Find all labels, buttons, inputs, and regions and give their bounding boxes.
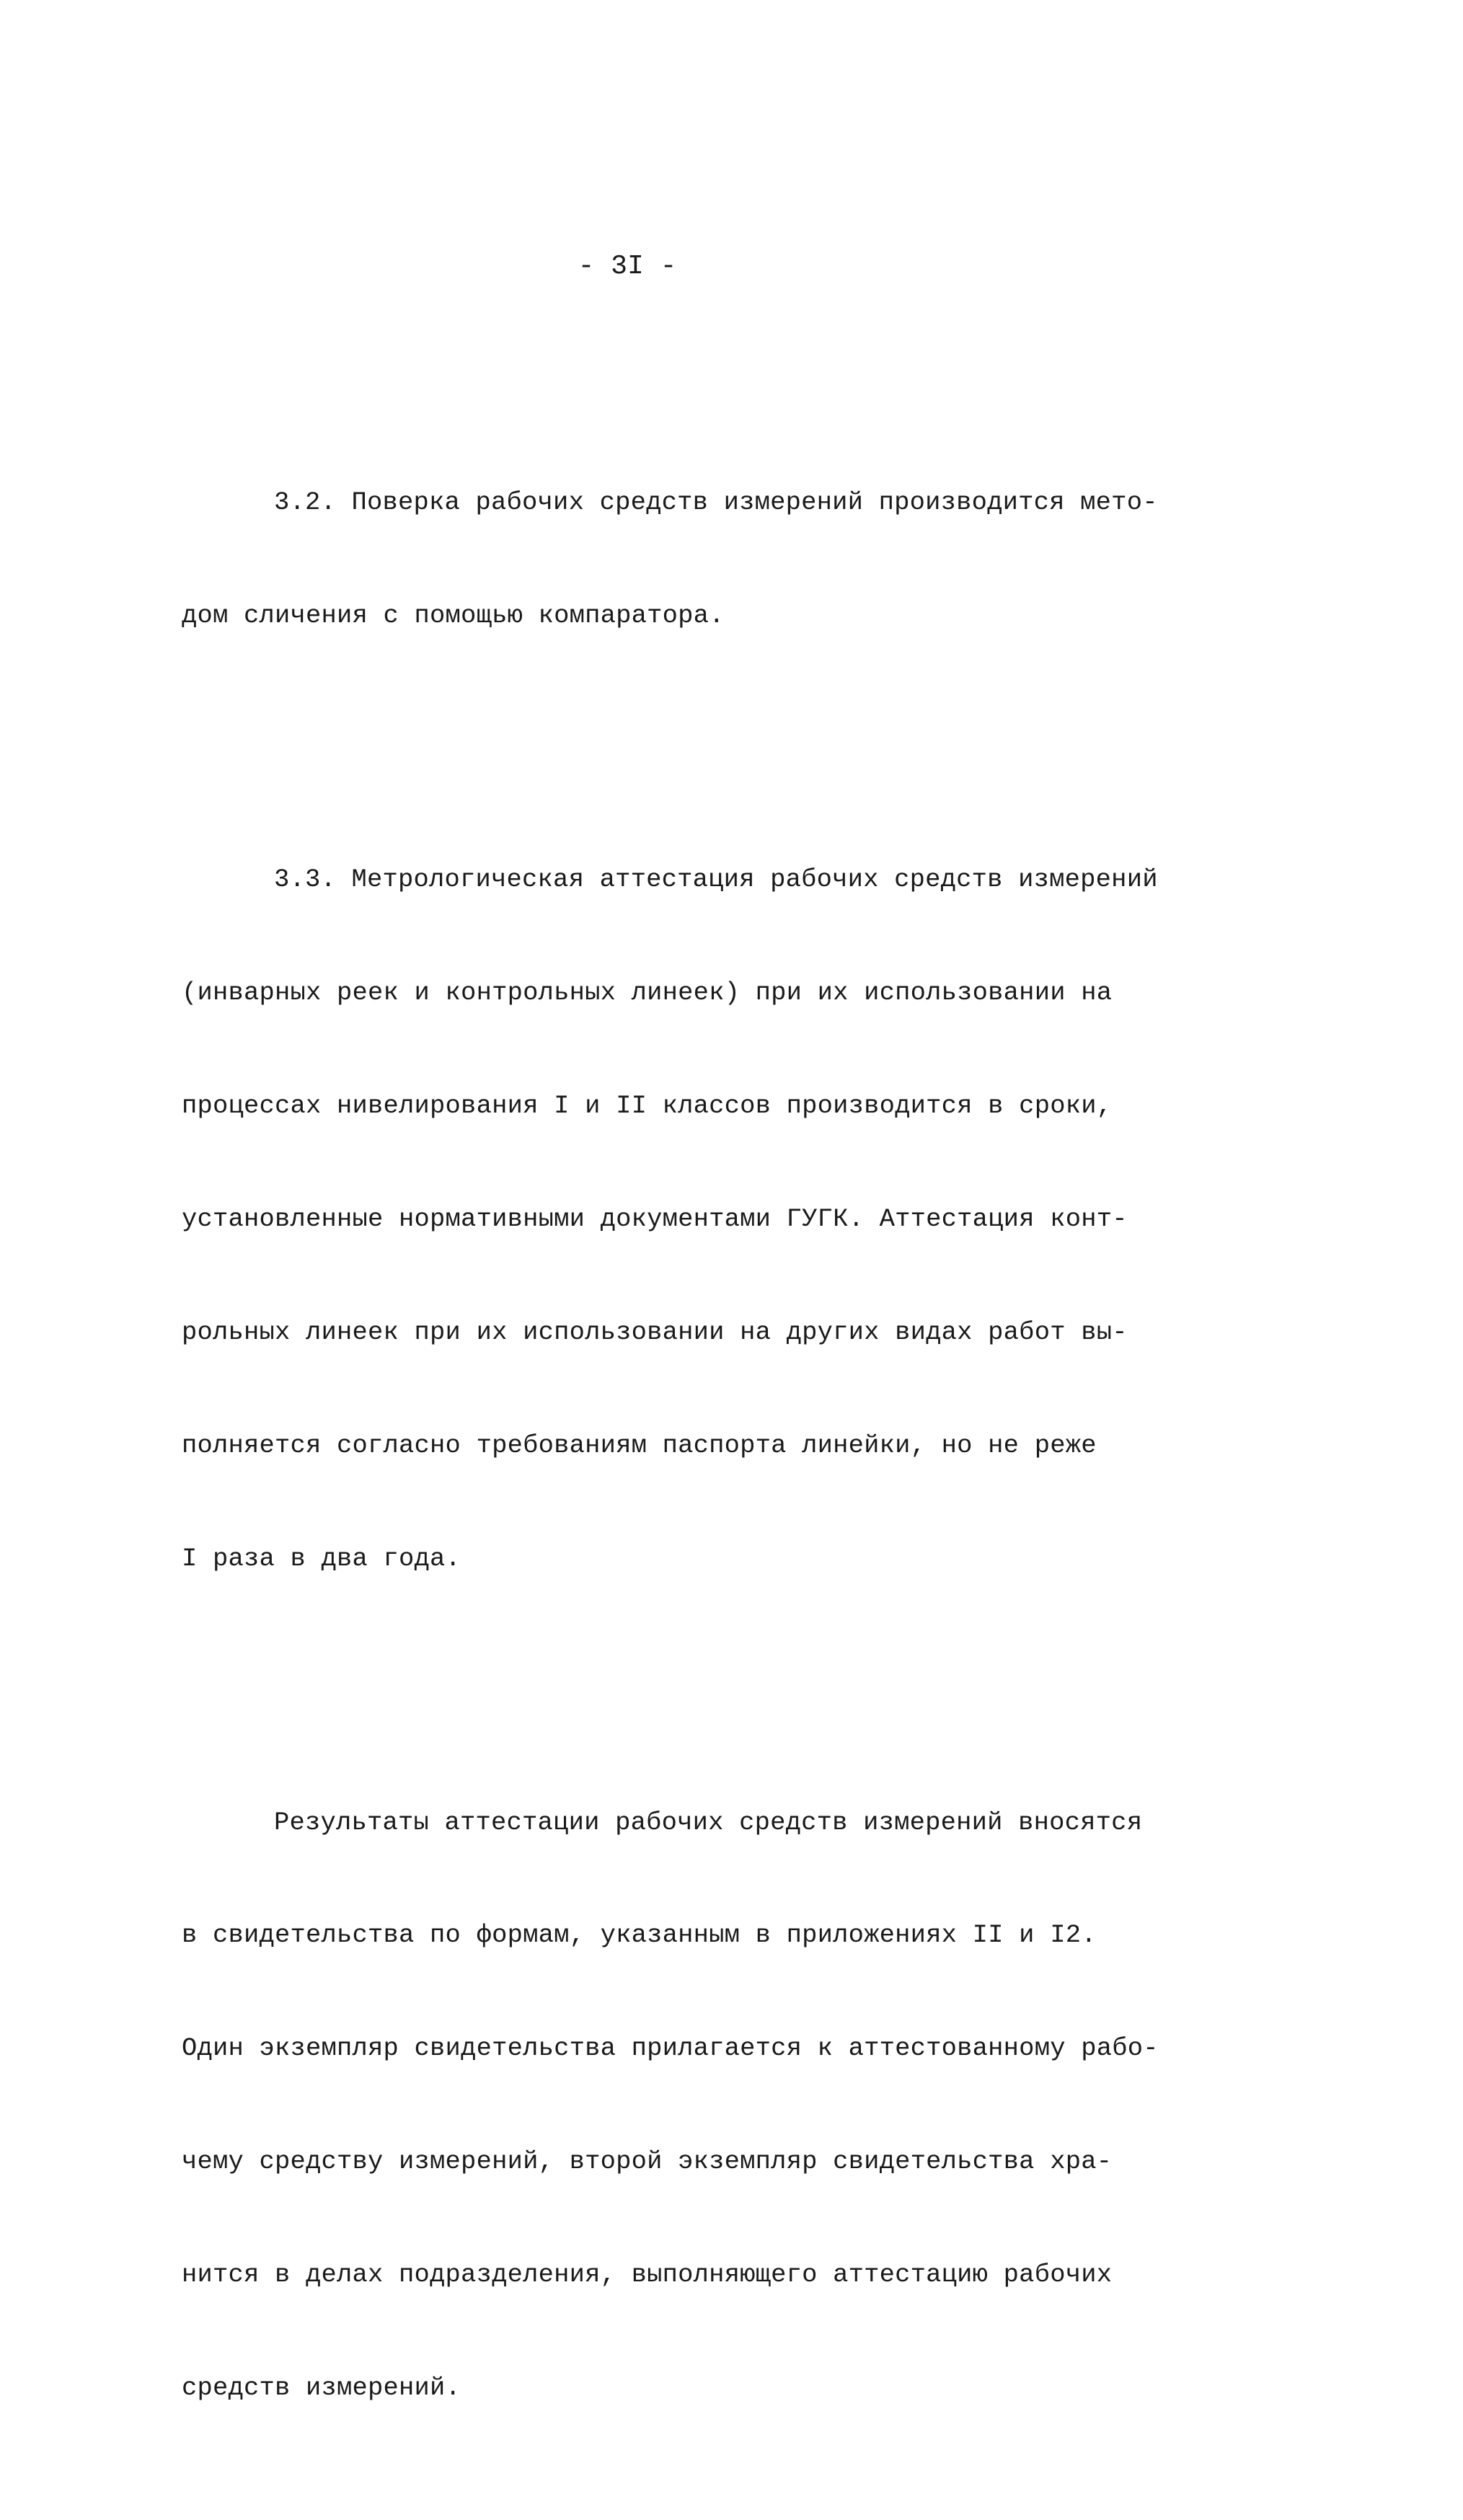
text-line: чему средству измерений, второй экземпляр свидетельства хра- (182, 2147, 1113, 2177)
text-line: установленные нормативными документами ГУГК. Аттестация конт- (182, 1203, 1128, 1234)
text-line: нится в делах подразделения, выполняющего аттестацию рабочих (182, 2260, 1113, 2290)
text-line: Результаты аттестации рабочих средств измерений вносятся (274, 1807, 1143, 1837)
text-line: I раза в два года. (182, 1543, 461, 1573)
text-line: (инварных реек и контрольных линеек) при их использовании на (182, 978, 1113, 1008)
text-line: 3.3. Метрологическая аттестация рабочих средств измерений (274, 865, 1158, 895)
text-line: процессах нивелирования I и II классов производится в сроки, (182, 1090, 1113, 1120)
document-body (182, 333, 1191, 2520)
text-line: дом сличения с помощью компаратора. (182, 601, 725, 631)
text-line: Один экземпляр свидетельства прилагается к аттестованному рабо- (182, 2033, 1159, 2064)
paragraph-results (182, 1728, 1191, 2483)
paragraph-3-3 (182, 786, 1191, 1653)
text-line: в свидетельства по формам, указанным в приложениях II и I2. (182, 1920, 1097, 1950)
paragraph-3-2 (182, 409, 1191, 710)
text-line: полняется согласно требованиям паспорта линейки, но не реже (182, 1430, 1097, 1460)
text-line: рольных линеек при их использовании на других видах работ вы- (182, 1317, 1128, 1347)
text-line: средств измерений. (182, 2373, 461, 2403)
page-number: - 3I - (578, 251, 677, 282)
text-line: 3.2. Поверка рабочих средств измерений производится мето- (274, 487, 1158, 518)
